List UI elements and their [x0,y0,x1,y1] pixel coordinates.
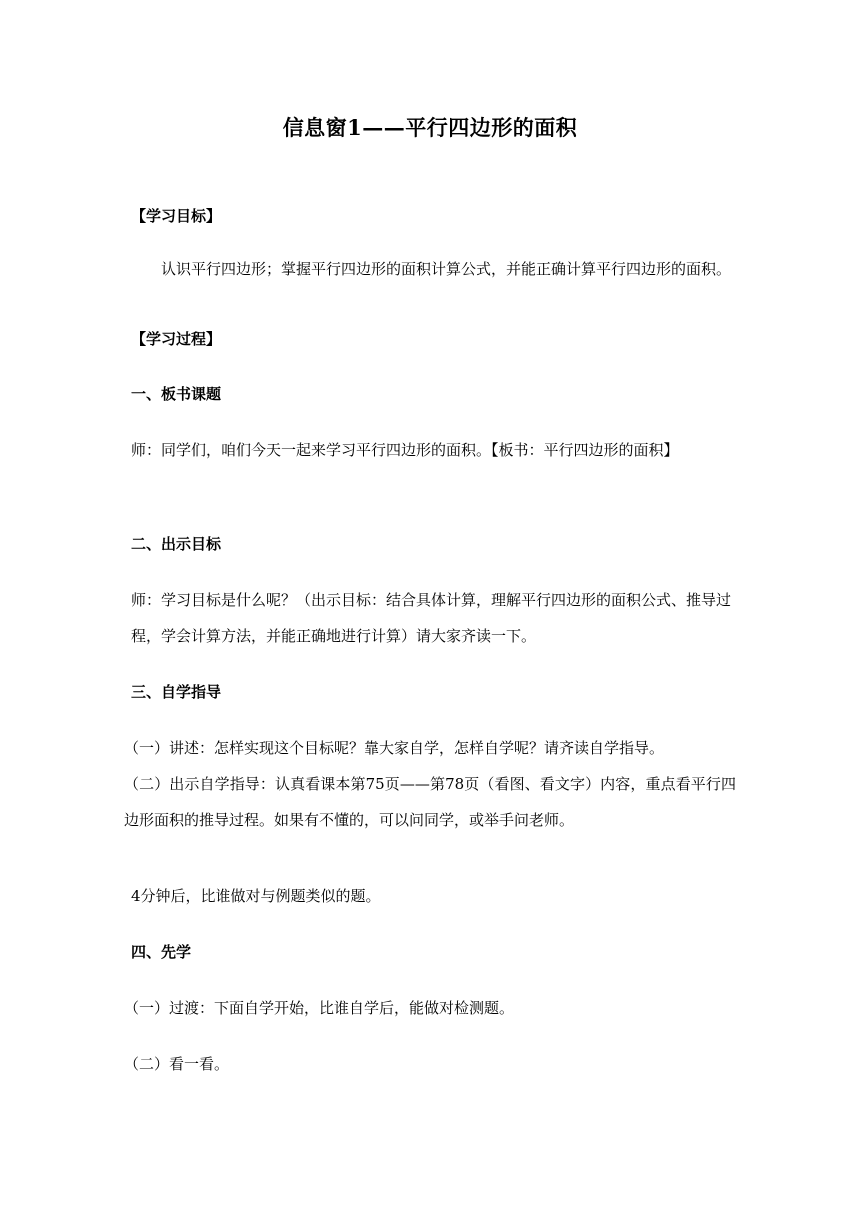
goal-text: 认识平行四边形；掌握平行四边形的面积计算公式，并能正确计算平行四边形的面积。 [161,260,732,278]
section-2-paragraph-1: 师：学习目标是什么呢？（出示目标：结合具体计算，理解平行四边形的面积公式、推导过程，学会计算方法，并能正确地进行计算）请大家齐读一下。 [131,591,732,645]
section-heading-2: 二、出示目标 [131,535,222,553]
goal-header: 【学习目标】 [131,207,222,225]
section-heading-1: 一、板书课题 [131,385,222,403]
section-3-paragraph-2: （二）出示自学指导：认真看课本第75页——第78页（看图、看文字）内容，重点看平行四边形面积的推导过程。如果有不懂的，可以问同学，或举手问老师。 [124,775,736,829]
section-3-paragraph-3: 4分钟后，比谁做对与例题类似的题。 [131,887,381,905]
section-heading-3: 三、自学指导 [131,683,222,701]
document-title: 信息窗1——平行四边形的面积 [282,115,578,140]
process-header: 【学习过程】 [131,330,222,348]
section-4-paragraph-2: （二）看一看。 [124,1055,230,1073]
section-3-paragraph-1: （一）讲述：怎样实现这个目标呢？靠大家自学，怎样自学呢？请齐读自学指导。 [124,739,665,757]
section-1-paragraph-1: 师：同学们，咱们今天一起来学习平行四边形的面积。【板书：平行四边形的面积】 [131,441,679,459]
section-heading-4: 四、先学 [131,943,192,961]
section-4-paragraph-1: （一）过渡：下面自学开始，比谁自学后，能做对检测题。 [124,999,515,1017]
